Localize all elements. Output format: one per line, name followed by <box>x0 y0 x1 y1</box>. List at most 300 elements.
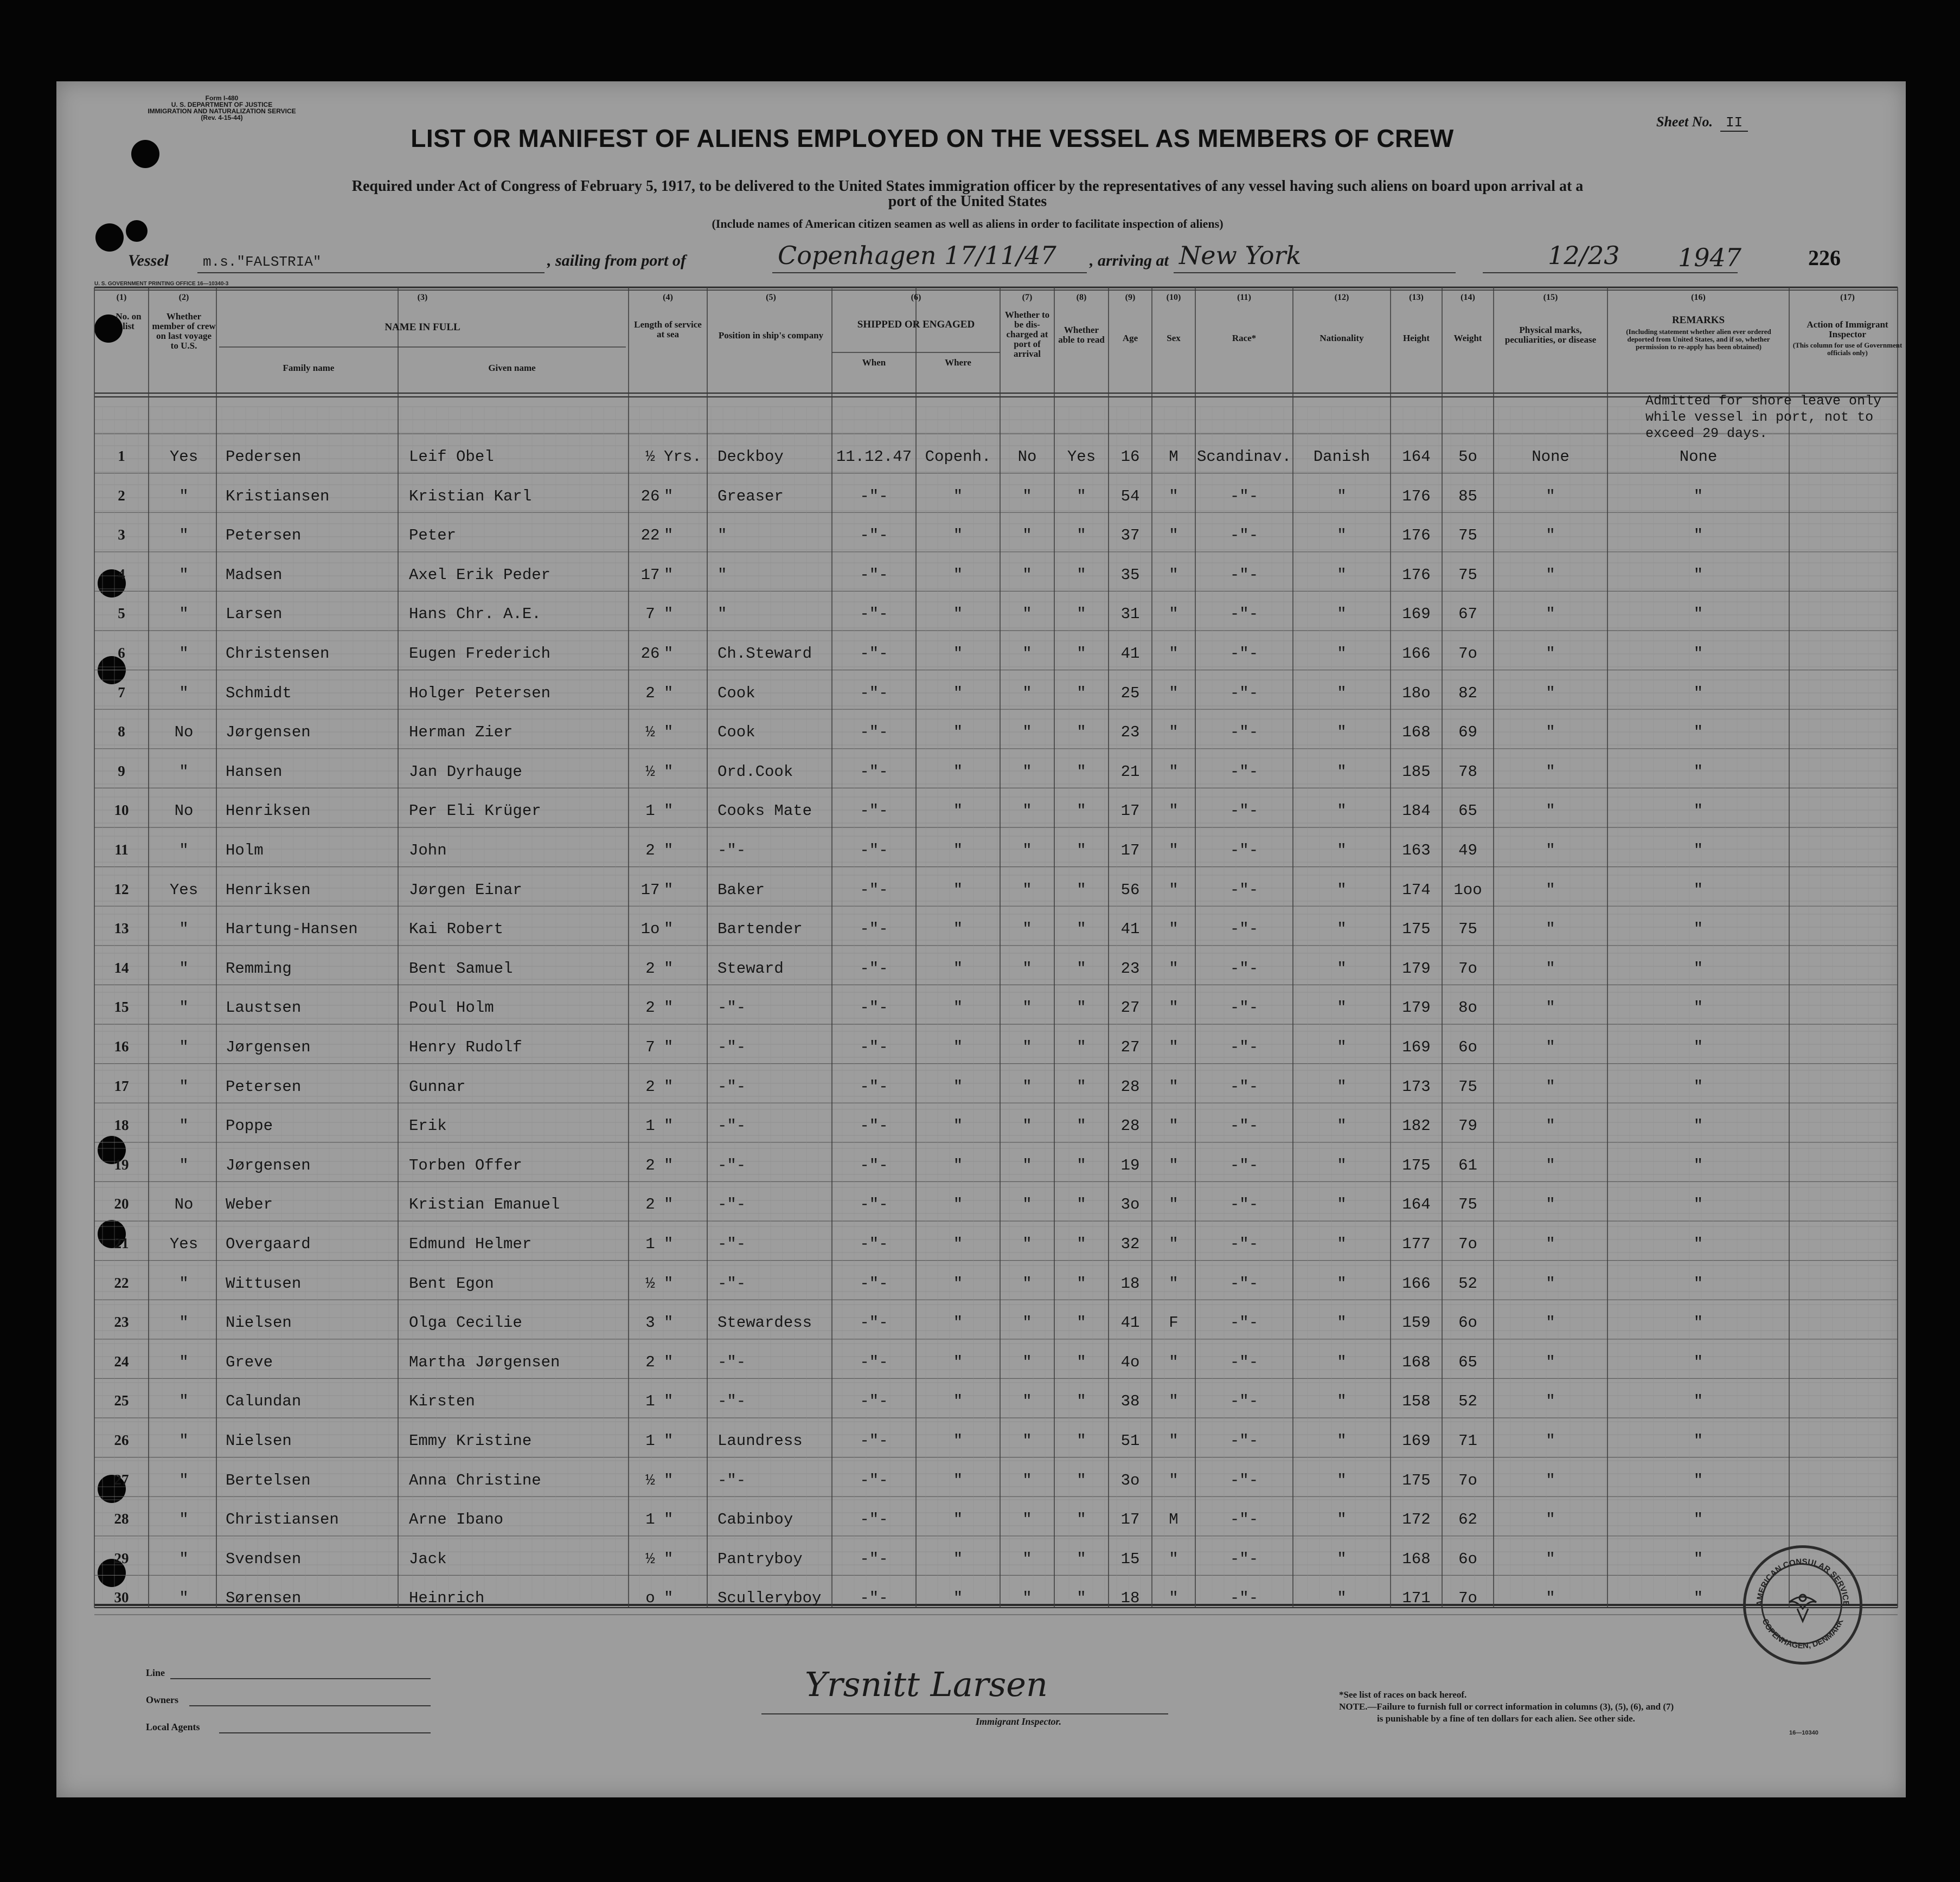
discharged-cell: " <box>1022 1077 1032 1096</box>
discharged-cell: " <box>1022 1117 1032 1135</box>
race-cell: -"- <box>1229 1353 1259 1371</box>
height-cell: 168 <box>1402 1550 1431 1568</box>
age-cell: 32 <box>1120 1235 1140 1253</box>
col-number: (7) <box>1022 293 1033 302</box>
position-cell: Laundress <box>718 1432 803 1450</box>
remarks-cell: " <box>1693 723 1703 742</box>
shipped-where-cell: " <box>953 762 963 781</box>
race-cell: -"- <box>1229 1471 1259 1489</box>
row-number: 18 <box>114 1117 129 1134</box>
physical-marks-cell: " <box>1546 1196 1555 1214</box>
height-cell: 184 <box>1402 802 1431 820</box>
remarks-cell: " <box>1693 999 1703 1017</box>
header-where: Where <box>945 357 971 368</box>
race-cell: -"- <box>1229 723 1259 742</box>
discharged-cell: " <box>1022 1392 1032 1411</box>
length-unit-cell: " <box>664 1235 674 1253</box>
race-cell: -"- <box>1229 645 1259 663</box>
prev-voyage-cell: " <box>179 487 189 505</box>
prev-voyage-cell: " <box>179 959 189 978</box>
discharged-cell: " <box>1022 1196 1032 1214</box>
position-cell: -"- <box>718 999 746 1017</box>
header-inspector-action: Action of Immigrant Inspector <box>1807 319 1888 339</box>
age-cell: 41 <box>1120 1314 1140 1332</box>
nationality-cell: " <box>1337 920 1347 939</box>
prev-voyage-cell: " <box>179 605 189 624</box>
discharged-cell: " <box>1022 723 1032 742</box>
age-cell: 16 <box>1120 448 1140 466</box>
shipped-when-cell: -"- <box>860 762 888 781</box>
family-name-cell: Jørgensen <box>226 723 311 742</box>
sex-cell: " <box>1169 1196 1178 1214</box>
race-cell: -"- <box>1229 526 1259 545</box>
height-cell: 18o <box>1402 684 1431 702</box>
table-row <box>56 709 1906 748</box>
col-number: (2) <box>178 293 189 302</box>
prev-voyage-cell: " <box>179 999 189 1017</box>
nationality-cell: " <box>1337 1550 1347 1568</box>
row-number: 15 <box>114 999 129 1016</box>
shipped-where-cell: " <box>953 684 963 702</box>
family-name-cell: Overgaard <box>226 1235 311 1253</box>
length-service-cell: 2 <box>645 1196 655 1214</box>
sex-cell: " <box>1169 999 1178 1017</box>
length-unit-cell: " <box>664 1274 674 1293</box>
race-cell: -"- <box>1229 1589 1259 1608</box>
header-able-to-read: Whether able to read <box>1058 325 1105 345</box>
given-name-cell: Hans Chr. A.E. <box>409 605 541 624</box>
race-cell: Scandinav. <box>1196 448 1292 466</box>
col-number: (9) <box>1125 293 1136 302</box>
weight-cell: 71 <box>1458 1432 1477 1450</box>
row-number: 8 <box>118 723 125 740</box>
weight-cell: 7o <box>1458 1235 1477 1253</box>
remarks-cell: " <box>1693 1117 1703 1135</box>
shipped-where-cell: " <box>953 920 963 939</box>
physical-marks-cell: " <box>1546 999 1555 1017</box>
family-name-cell: Larsen <box>226 605 283 624</box>
age-cell: 25 <box>1120 684 1140 702</box>
weight-cell: 65 <box>1458 802 1477 820</box>
length-unit-cell: " <box>664 920 674 939</box>
arrival-year: 1947 <box>1678 243 1742 272</box>
sex-cell: " <box>1169 645 1178 663</box>
height-cell: 169 <box>1402 1038 1431 1056</box>
shipped-where-cell: " <box>953 1077 963 1096</box>
table-row <box>56 473 1906 512</box>
position-cell: Stewardess <box>718 1314 812 1332</box>
age-cell: 17 <box>1120 842 1140 859</box>
family-name-cell: Pedersen <box>226 448 302 466</box>
sailing-port: Copenhagen 17/11/47 <box>778 241 1056 270</box>
discharged-cell: " <box>1022 999 1032 1017</box>
row-number: 10 <box>114 802 129 819</box>
shipped-where-cell: " <box>953 842 963 859</box>
sex-cell: M <box>1169 448 1178 466</box>
consular-stamp <box>1743 1545 1862 1665</box>
weight-cell: 69 <box>1458 723 1477 742</box>
nationality-cell: " <box>1337 1471 1347 1489</box>
physical-marks-cell: " <box>1546 842 1555 859</box>
race-cell: -"- <box>1229 762 1259 781</box>
length-unit-cell: " <box>664 1156 674 1174</box>
length-unit-cell: " <box>664 1038 674 1056</box>
nationality-cell: Danish <box>1313 448 1370 466</box>
length-unit-cell: " <box>664 1353 674 1371</box>
header-physical-marks: Physical marks, peculiarities, or disease <box>1504 325 1597 345</box>
nationality-cell: " <box>1337 684 1347 702</box>
arrival-date: 12/23 <box>1548 241 1620 270</box>
form-code: 16—10340 <box>1789 1730 1818 1736</box>
position-cell: -"- <box>718 1156 746 1174</box>
height-cell: 166 <box>1402 1274 1431 1293</box>
prev-voyage-cell: " <box>179 566 189 584</box>
able-to-read-cell: " <box>1077 762 1086 781</box>
shipped-where-cell: " <box>953 1117 963 1135</box>
weight-cell: 52 <box>1458 1274 1477 1293</box>
table-row <box>56 670 1906 709</box>
table-row <box>56 512 1906 551</box>
length-service-cell: 2 <box>645 1156 655 1174</box>
able-to-read-cell: " <box>1077 1156 1086 1174</box>
able-to-read-cell: " <box>1077 802 1086 820</box>
length-unit-cell: " <box>664 762 674 781</box>
nationality-cell: " <box>1337 723 1347 742</box>
shipped-when-cell: -"- <box>860 1550 888 1568</box>
nationality-cell: " <box>1337 1353 1347 1371</box>
age-cell: 18 <box>1120 1274 1140 1293</box>
printing-office: U. S. GOVERNMENT PRINTING OFFICE 16—10340-3 <box>94 281 229 287</box>
length-service-cell: o <box>645 1589 655 1608</box>
given-name-cell: Bent Samuel <box>409 959 513 978</box>
shipped-when-cell: -"- <box>860 1314 888 1332</box>
line-label: Line <box>146 1667 165 1678</box>
able-to-read-cell: " <box>1077 1196 1086 1214</box>
sex-cell: " <box>1169 1589 1178 1608</box>
family-name-cell: Madsen <box>226 566 283 584</box>
remarks-cell: " <box>1693 1274 1703 1293</box>
weight-cell: 75 <box>1458 920 1477 939</box>
weight-cell: 8o <box>1458 999 1477 1017</box>
form-id-line: U. S. DEPARTMENT OF JUSTICE <box>171 101 273 108</box>
physical-marks-cell: " <box>1546 1511 1555 1529</box>
discharged-cell: " <box>1022 1156 1032 1174</box>
shipped-where-cell: " <box>953 1314 963 1332</box>
given-name-cell: Per Eli Krüger <box>409 802 541 820</box>
age-cell: 28 <box>1120 1117 1140 1135</box>
col-number: (15) <box>1543 293 1558 302</box>
sex-cell: " <box>1169 802 1178 820</box>
position-cell: -"- <box>718 1077 746 1096</box>
nationality-cell: " <box>1337 762 1347 781</box>
discharged-cell: " <box>1022 566 1032 584</box>
remarks-cell: " <box>1693 881 1703 899</box>
physical-marks-cell: " <box>1546 881 1555 899</box>
header-discharged: Whether to be dis-charged at port of arrival <box>1004 310 1050 359</box>
height-cell: 176 <box>1402 487 1431 505</box>
subtitle-line: port of the United States <box>888 193 1047 210</box>
nationality-cell: " <box>1337 566 1347 584</box>
nationality-cell: " <box>1337 959 1347 978</box>
age-cell: 41 <box>1120 645 1140 663</box>
table-row <box>56 1181 1906 1221</box>
position-cell: -"- <box>718 1196 746 1214</box>
prev-voyage-cell: Yes <box>169 448 198 466</box>
position-cell: " <box>718 526 727 545</box>
shipped-when-cell: -"- <box>860 999 888 1017</box>
age-cell: 23 <box>1120 723 1140 742</box>
age-cell: 17 <box>1120 802 1140 820</box>
discharged-cell: " <box>1022 526 1032 545</box>
table-row <box>56 1024 1906 1063</box>
shipped-when-cell: -"- <box>860 1511 888 1529</box>
form-id-line: Form I-480 <box>205 94 239 102</box>
given-name-cell: Emmy Kristine <box>409 1432 532 1450</box>
position-cell: Sculleryboy <box>718 1589 822 1608</box>
family-name-cell: Christensen <box>226 645 330 663</box>
shipped-when-cell: -"- <box>860 1471 888 1489</box>
family-name-cell: Greve <box>226 1353 273 1371</box>
age-cell: 27 <box>1120 999 1140 1017</box>
shipped-where-cell: " <box>953 1392 963 1411</box>
able-to-read-cell: " <box>1077 920 1086 939</box>
able-to-read-cell: " <box>1077 1432 1086 1450</box>
table-row <box>56 1103 1906 1142</box>
nationality-cell: " <box>1337 1117 1347 1135</box>
shipped-when-cell: -"- <box>860 881 888 899</box>
remarks-cell: " <box>1693 487 1703 505</box>
age-cell: 41 <box>1120 920 1140 939</box>
age-cell: 28 <box>1120 1077 1140 1096</box>
shipped-when-cell: -"- <box>860 566 888 584</box>
family-name-cell: Henriksen <box>226 881 311 899</box>
shipped-where-cell: " <box>953 1353 963 1371</box>
col-number: (13) <box>1409 293 1424 302</box>
position-cell: -"- <box>718 842 746 859</box>
prev-voyage-cell: " <box>179 842 189 859</box>
position-cell: Ord.Cook <box>718 762 793 781</box>
given-name-cell: Edmund Helmer <box>409 1235 532 1253</box>
manifest-sheet <box>56 81 1906 1797</box>
prev-voyage-cell: " <box>179 526 189 545</box>
physical-marks-cell: " <box>1546 723 1555 742</box>
length-service-cell: 7 <box>645 1038 655 1056</box>
length-unit-cell: " <box>664 1511 674 1529</box>
remarks-cell: " <box>1693 1314 1703 1332</box>
table-row <box>56 1536 1906 1575</box>
header-when: When <box>862 357 886 368</box>
row-number: 20 <box>114 1196 129 1212</box>
weight-cell: 7o <box>1458 1471 1477 1489</box>
height-cell: 169 <box>1402 605 1431 624</box>
weight-cell: 75 <box>1458 1196 1477 1214</box>
given-name-cell: Kristian Emanuel <box>409 1196 560 1214</box>
sex-cell: " <box>1169 762 1178 781</box>
age-cell: 38 <box>1120 1392 1140 1411</box>
shipped-where-cell: Copenh. <box>925 448 991 466</box>
remarks-cell: " <box>1693 959 1703 978</box>
discharged-cell: " <box>1022 1314 1032 1332</box>
able-to-read-cell: " <box>1077 1235 1086 1253</box>
height-cell: 169 <box>1402 1432 1431 1450</box>
discharged-cell: No <box>1017 448 1037 466</box>
position-cell: Cook <box>718 684 755 702</box>
given-name-cell: Bent Egon <box>409 1274 494 1293</box>
able-to-read-cell: " <box>1077 1274 1086 1293</box>
weight-cell: 79 <box>1458 1117 1477 1135</box>
height-cell: 175 <box>1402 1471 1431 1489</box>
shipped-where-cell: " <box>953 487 963 505</box>
family-name-cell: Petersen <box>226 1077 302 1096</box>
weight-cell: 75 <box>1458 526 1477 545</box>
shipped-when-cell: -"- <box>860 1117 888 1135</box>
shipped-where-cell: " <box>953 881 963 899</box>
position-cell: -"- <box>718 1117 746 1135</box>
prev-voyage-cell: No <box>174 723 194 742</box>
length-unit-cell: " <box>664 605 674 624</box>
able-to-read-cell: " <box>1077 1550 1086 1568</box>
nationality-cell: " <box>1337 1038 1347 1056</box>
length-unit-cell: " <box>664 1196 674 1214</box>
remarks-cell: " <box>1693 1432 1703 1450</box>
length-unit-cell: " <box>664 1550 674 1568</box>
able-to-read-cell: " <box>1077 959 1086 978</box>
table-row <box>56 788 1906 827</box>
physical-marks-cell: " <box>1546 762 1555 781</box>
family-name-cell: Jørgensen <box>226 1038 311 1056</box>
position-cell: " <box>718 605 727 624</box>
able-to-read-cell: " <box>1077 1077 1086 1096</box>
table-row <box>56 1142 1906 1181</box>
col-number: (12) <box>1334 293 1349 302</box>
col-number: (10) <box>1166 293 1181 302</box>
family-name-cell: Svendsen <box>226 1550 302 1568</box>
prev-voyage-cell: " <box>179 1117 189 1135</box>
physical-marks-cell: " <box>1546 920 1555 939</box>
row-number: 26 <box>114 1432 129 1448</box>
length-service-cell: 1 <box>645 1511 655 1529</box>
shipped-when-cell: -"- <box>860 526 888 545</box>
position-cell: -"- <box>718 1471 746 1489</box>
sex-cell: " <box>1169 605 1178 624</box>
height-cell: 163 <box>1402 842 1431 859</box>
shipped-when-cell: -"- <box>860 1274 888 1293</box>
sex-cell: " <box>1169 723 1178 742</box>
position-cell: " <box>718 566 727 584</box>
remarks-cell: " <box>1693 1471 1703 1489</box>
height-cell: 158 <box>1402 1392 1431 1411</box>
weight-cell: 65 <box>1458 1353 1477 1371</box>
position-cell: -"- <box>718 1274 746 1293</box>
header-remarks: REMARKS <box>1671 314 1725 326</box>
given-name-cell: John <box>409 842 447 859</box>
prev-voyage-cell: " <box>179 1550 189 1568</box>
length-unit-cell: " <box>664 802 674 820</box>
family-name-cell: Jørgensen <box>226 1156 311 1174</box>
height-cell: 164 <box>1402 448 1431 466</box>
header-race: Race* <box>1232 333 1257 343</box>
position-cell: Steward <box>718 959 784 978</box>
nationality-cell: " <box>1337 645 1347 663</box>
length-service-cell: 3 <box>645 1314 655 1332</box>
prev-voyage-cell: " <box>179 1314 189 1332</box>
race-cell: -"- <box>1229 1274 1259 1293</box>
sex-cell: " <box>1169 1038 1178 1056</box>
physical-marks-cell: " <box>1546 1235 1555 1253</box>
form-id-line: IMMIGRATION AND NATURALIZATION SERVICE <box>148 107 296 115</box>
header-height: Height <box>1402 333 1430 343</box>
row-number: 12 <box>114 881 129 897</box>
nationality-cell: " <box>1337 842 1347 859</box>
age-cell: 15 <box>1120 1550 1140 1568</box>
height-cell: 179 <box>1402 959 1431 978</box>
remarks-cell: " <box>1693 1196 1703 1214</box>
table-row <box>56 906 1906 945</box>
race-cell: -"- <box>1229 1077 1259 1096</box>
shipped-where-cell: " <box>953 999 963 1017</box>
nationality-cell: " <box>1337 999 1347 1017</box>
length-service-cell: ½ <box>645 1274 655 1293</box>
race-cell: -"- <box>1229 1392 1259 1411</box>
shipped-where-cell: " <box>953 1589 963 1608</box>
row-number: 24 <box>114 1353 129 1370</box>
header-shipped-engaged: SHIPPED OR ENGAGED <box>857 319 975 330</box>
table-row <box>56 1575 1906 1614</box>
physical-marks-cell: " <box>1546 1077 1555 1096</box>
sex-cell: " <box>1169 1117 1178 1135</box>
header-prev-voyage: Whether member of crew on last voyage to U.S. <box>152 311 216 351</box>
discharged-cell: " <box>1022 605 1032 624</box>
length-unit-cell: " <box>664 566 674 584</box>
remarks-cell: " <box>1693 1589 1703 1608</box>
position-cell: Cook <box>718 723 755 742</box>
weight-cell: 1oo <box>1453 881 1482 899</box>
able-to-read-cell: " <box>1077 684 1086 702</box>
age-cell: 23 <box>1120 959 1140 978</box>
physical-marks-cell: " <box>1546 1156 1555 1174</box>
header-weight: Weight <box>1453 333 1482 343</box>
discharged-cell: " <box>1022 1589 1032 1608</box>
length-service-cell: 7 <box>645 605 655 624</box>
given-name-cell: Peter <box>409 526 457 545</box>
age-cell: 4o <box>1120 1353 1140 1371</box>
stamp-top-text: AMERICAN CONSULAR SERVICE <box>1754 1557 1851 1607</box>
sex-cell: F <box>1169 1314 1178 1332</box>
age-cell: 54 <box>1120 487 1140 505</box>
eagle-emblem-icon <box>1789 1595 1816 1621</box>
race-cell: -"- <box>1229 1511 1259 1529</box>
age-cell: 56 <box>1120 881 1140 899</box>
height-cell: 168 <box>1402 723 1431 742</box>
position-cell: -"- <box>718 1353 746 1371</box>
given-name-cell: Poul Holm <box>409 999 494 1017</box>
discharged-cell: " <box>1022 1235 1032 1253</box>
nationality-cell: " <box>1337 526 1347 545</box>
length-service-cell: ½ <box>645 1550 655 1568</box>
family-name-cell: Remming <box>226 959 292 978</box>
row-number: 4 <box>118 566 125 582</box>
remarks-cell: " <box>1693 842 1703 859</box>
physical-marks-cell: " <box>1546 1392 1555 1411</box>
height-cell: 179 <box>1402 999 1431 1017</box>
header-name-in-full: NAME IN FULL <box>385 322 460 333</box>
height-cell: 173 <box>1402 1077 1431 1096</box>
length-service-cell: 1 <box>645 1432 655 1450</box>
height-cell: 175 <box>1402 1156 1431 1174</box>
nationality-cell: " <box>1337 1077 1347 1096</box>
position-cell: -"- <box>718 1235 746 1253</box>
row-number: 6 <box>118 645 125 661</box>
